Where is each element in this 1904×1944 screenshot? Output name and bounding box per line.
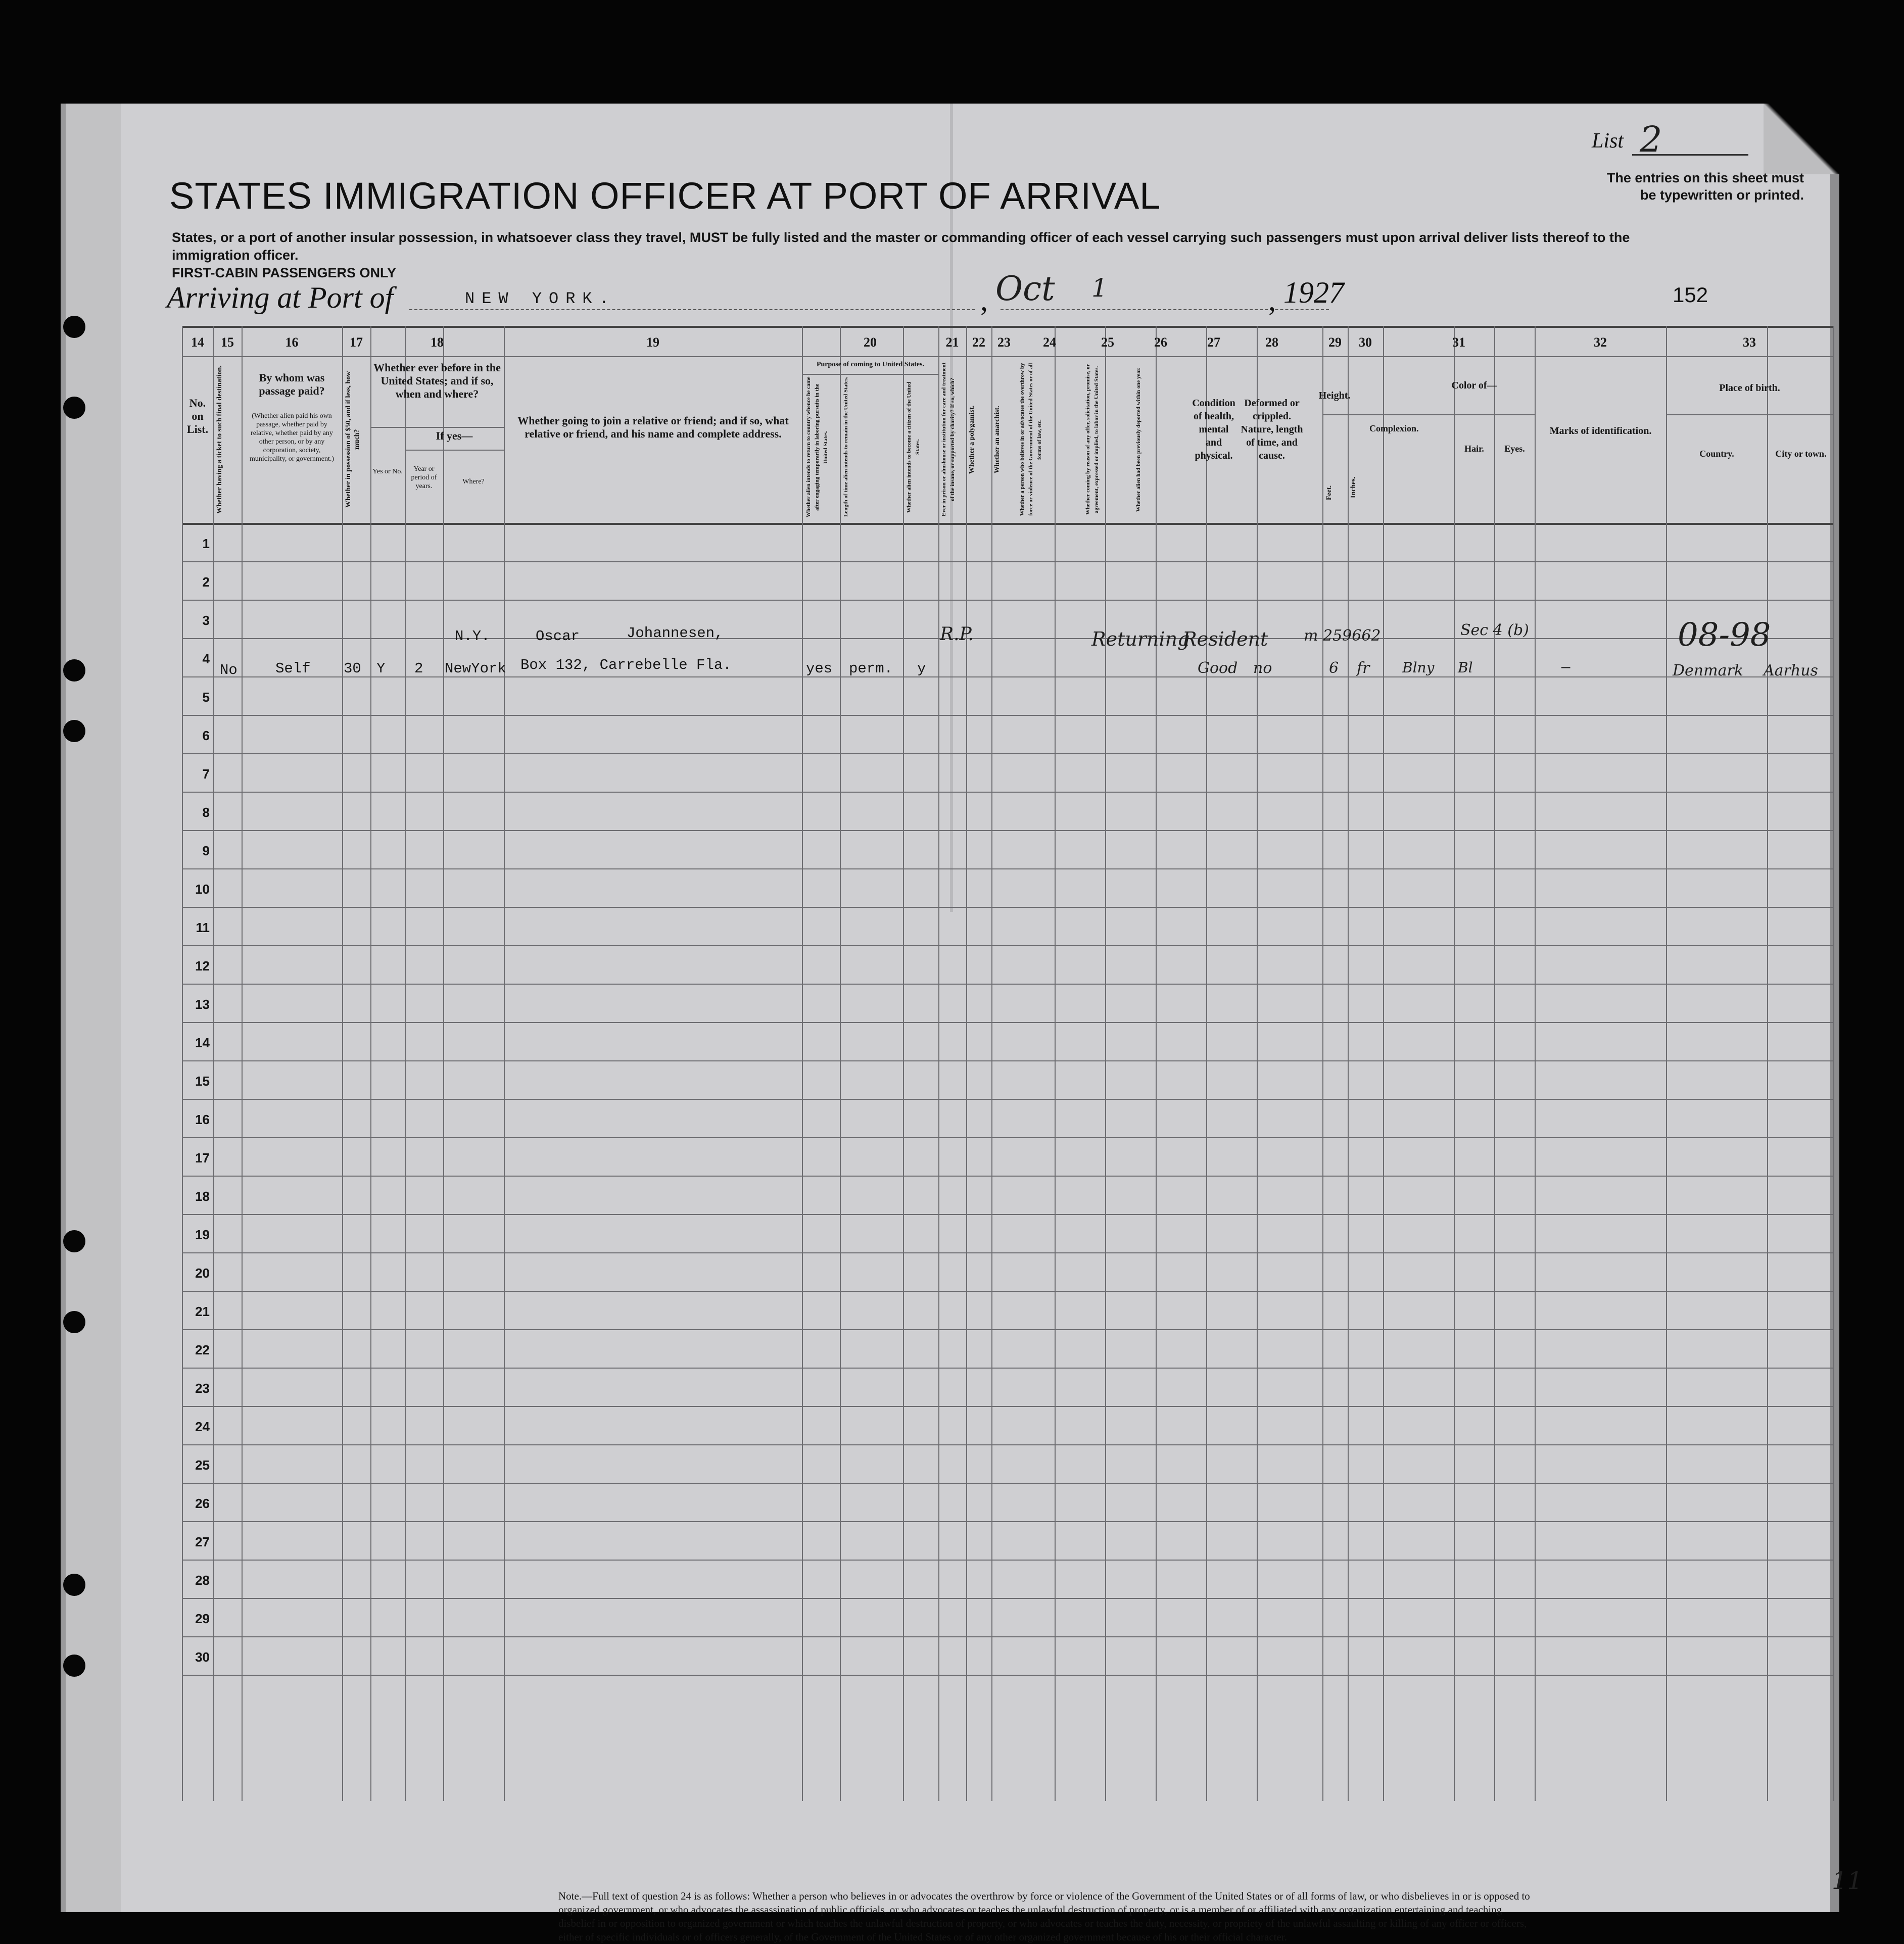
entry-resident: Resident bbox=[1182, 628, 1268, 650]
header-inches: Inches. bbox=[1350, 476, 1357, 499]
col-line bbox=[966, 326, 967, 1801]
col-line bbox=[443, 326, 444, 1801]
subheader-rule bbox=[802, 374, 938, 375]
row-number: 30 bbox=[195, 1649, 210, 1665]
col-number: 28 bbox=[1265, 335, 1278, 350]
entry-feet: 6 bbox=[1329, 659, 1339, 677]
header-prison: Ever in prison or almshouse or institution for care and treatment of the insane, or supported by charity? If so, which? bbox=[941, 362, 956, 517]
header-feet: Feet. bbox=[1325, 485, 1333, 500]
row-number: 10 bbox=[195, 882, 210, 897]
row-rule bbox=[182, 984, 1834, 985]
port-value: NEW YORK. bbox=[465, 289, 616, 308]
date-month: Oct bbox=[995, 269, 1055, 308]
year: 1927 bbox=[1283, 276, 1344, 309]
col-number: 19 bbox=[646, 335, 659, 350]
col-number: 27 bbox=[1207, 335, 1220, 350]
row-number: 21 bbox=[195, 1304, 210, 1319]
binder-hole bbox=[63, 720, 85, 742]
header-polygamist: Whether a polygamist. bbox=[968, 405, 976, 474]
header-marks: Marks of identification. bbox=[1549, 425, 1652, 436]
entry-hair: Blny bbox=[1402, 659, 1435, 676]
row-number: 15 bbox=[195, 1074, 210, 1089]
entry-country: Denmark bbox=[1673, 662, 1743, 679]
entry-marks: — bbox=[1561, 659, 1570, 676]
subheader-rule bbox=[405, 450, 504, 451]
row-number: 9 bbox=[202, 843, 210, 858]
row-number: 27 bbox=[195, 1534, 210, 1549]
entry-where-top: N.Y. bbox=[455, 628, 490, 645]
list-number: 2 bbox=[1640, 119, 1662, 160]
col-number: 24 bbox=[1043, 335, 1056, 350]
entry-health: Good bbox=[1198, 659, 1238, 677]
entry-deformed: no bbox=[1253, 659, 1272, 677]
col-line bbox=[1206, 326, 1207, 1801]
row-rule bbox=[182, 753, 1834, 754]
entry-citizen: y bbox=[917, 660, 926, 677]
entry-file-number: m 259662 bbox=[1304, 627, 1381, 645]
left-binding-stub bbox=[66, 104, 121, 1912]
header-join-relative: Whether going to join a relative or friend; and if so, what relative or friend, and his name and complete address. bbox=[517, 414, 789, 440]
col-line bbox=[1055, 326, 1056, 1801]
entry-complexion: fr bbox=[1357, 659, 1370, 677]
col-line bbox=[1767, 326, 1768, 1801]
entry-paid-by: Self bbox=[275, 660, 311, 677]
row-number: 29 bbox=[195, 1611, 210, 1626]
port-underline bbox=[409, 309, 975, 310]
col-line bbox=[370, 326, 371, 1801]
row-rule bbox=[182, 1329, 1834, 1330]
header-purpose: Purpose of coming to United States. bbox=[816, 361, 925, 368]
row-rule bbox=[182, 1022, 1834, 1023]
row-rule bbox=[182, 676, 1834, 677]
row-rule bbox=[182, 830, 1834, 831]
subheader-rule bbox=[1383, 414, 1535, 415]
row-number: 13 bbox=[195, 997, 210, 1012]
row-number: 14 bbox=[195, 1035, 210, 1050]
col-number: 18 bbox=[431, 335, 444, 350]
row-number: 18 bbox=[195, 1189, 210, 1204]
row-rule bbox=[182, 1598, 1834, 1599]
row-number: 23 bbox=[195, 1381, 210, 1396]
manifest-sheet bbox=[61, 104, 1863, 1943]
table-rule bbox=[182, 356, 1834, 357]
row-rule bbox=[182, 1368, 1834, 1369]
row-number: 25 bbox=[195, 1457, 210, 1473]
col-line bbox=[342, 326, 343, 1801]
header-eyes: Eyes. bbox=[1504, 444, 1525, 454]
col-line bbox=[1383, 326, 1384, 1801]
row-number: 22 bbox=[195, 1342, 210, 1357]
header-complexion: Complexion. bbox=[1369, 423, 1419, 433]
header-labor-offer: Whether coming by reason of any offer, solicitation, promise, or agreement, expressed or implied, to labor in the United States. bbox=[1085, 364, 1100, 515]
subheader-rule bbox=[1666, 414, 1833, 415]
row-number: 17 bbox=[195, 1150, 210, 1165]
table-top-rule bbox=[182, 326, 1834, 328]
entry-length-stay: perm. bbox=[849, 660, 893, 677]
col-number: 15 bbox=[221, 335, 234, 350]
entry-returning: Returning bbox=[1091, 628, 1190, 650]
col-line bbox=[405, 326, 406, 1801]
entry-annotation: 08-98 bbox=[1678, 616, 1771, 654]
entries-note-line: be typewritten or printed. bbox=[1640, 187, 1804, 203]
row-rule bbox=[182, 1252, 1834, 1253]
row-rule bbox=[182, 792, 1834, 793]
entry-return-intent: yes bbox=[806, 660, 833, 677]
row-rule bbox=[182, 907, 1834, 908]
row-number: 2 bbox=[202, 574, 210, 590]
entry-ticket: No bbox=[220, 662, 237, 678]
col-line bbox=[991, 326, 992, 1801]
date-underline bbox=[1001, 309, 1329, 310]
list-label: List bbox=[1592, 129, 1624, 153]
header-anarchist: Whether an anarchist. bbox=[993, 406, 1001, 473]
header-no-on-list: No. on List. bbox=[186, 397, 209, 435]
subheader-rule bbox=[370, 427, 504, 428]
row-rule bbox=[182, 1291, 1834, 1292]
instruction-line: States, or a port of another insular possession, in whatsoever class they travel, MUST be fully listed and the master or commanding officer of each vessel carrying such passengers must upon arrival deliver lists thereof to the immigration officer. bbox=[172, 230, 1630, 263]
row-rule bbox=[182, 1060, 1834, 1061]
col-line bbox=[213, 326, 214, 1801]
cabin-class-line: FIRST-CABIN PASSENGERS ONLY bbox=[172, 265, 397, 280]
col-line bbox=[1454, 326, 1455, 1801]
header-ticket: Whether having a ticket to such final destination. bbox=[216, 365, 223, 514]
col-number: 20 bbox=[864, 335, 877, 350]
col-line bbox=[1535, 326, 1536, 1801]
col-number: 30 bbox=[1359, 335, 1372, 350]
header-yes-no: Yes or No. bbox=[372, 468, 403, 475]
header-deformed: Deformed or crippled. Nature, length of time, and cause. bbox=[1241, 398, 1303, 461]
manifest-table bbox=[182, 326, 1834, 1801]
row-number: 1 bbox=[202, 536, 210, 551]
entry-prison-note: R.P. bbox=[940, 624, 974, 645]
binder-hole bbox=[63, 1311, 85, 1333]
col-line bbox=[1156, 326, 1157, 1801]
col-line bbox=[1666, 326, 1667, 1801]
row-rule bbox=[182, 1137, 1834, 1138]
binder-hole bbox=[63, 316, 85, 338]
row-rule bbox=[182, 1560, 1834, 1561]
col-line bbox=[1257, 326, 1258, 1801]
entry-eyes: Bl bbox=[1458, 659, 1473, 676]
row-rule bbox=[182, 1176, 1834, 1177]
binder-hole bbox=[63, 1655, 85, 1677]
header-city: City or town. bbox=[1775, 449, 1827, 459]
col-number: 26 bbox=[1154, 335, 1167, 350]
entry-years: 2 bbox=[414, 660, 423, 677]
header-deported: Whether alien had been previously deported within one year. bbox=[1135, 367, 1141, 512]
comma: , bbox=[980, 283, 988, 317]
footnote: Note.—Full text of question 24 is as follows: Whether a person who believes in or advocates the overthrow by force or violence of the Government of the United States or of all forms of law, or who disbelieves in or is opposed to organized government, or who advocates the assassination of public officials, or who advocates or teaches the unlawful destruction of property, or is a member of or affiliated with any organization entertaining and teaching disbelief in or opposition to organized government or which teaches the unlawful destruction of property, or who advocates or teaches the duty, necessity, or propriety of the unlawful assaulting or killing of any officer or officers, either of specific individuals or of officers generally, of the Government of the United States or of any other organized government because of his or their official character. bbox=[558, 1890, 1530, 1943]
header-height: Height. bbox=[1318, 390, 1351, 401]
bottom-mark: 11 bbox=[1832, 1867, 1863, 1895]
header-return-intent: Whether alien intends to return to country whence he came after engaging temporarily in laboring pursuits in the United States. bbox=[805, 376, 829, 518]
subheader-rule bbox=[1322, 414, 1383, 415]
entry-join-name-b: Johannesen, bbox=[627, 625, 724, 642]
row-rule bbox=[182, 1483, 1834, 1484]
col-number: 23 bbox=[997, 335, 1011, 350]
torn-corner bbox=[1764, 104, 1839, 174]
header-overthrow: Whether a person who believes in or advocates the overthrow by force or violence of the Government of the United States or of all forms of law, etc. bbox=[1019, 363, 1042, 516]
row-rule bbox=[182, 1675, 1834, 1676]
col-line bbox=[802, 326, 803, 1801]
header-place-birth: Place of birth. bbox=[1719, 382, 1780, 394]
row-rule bbox=[182, 868, 1834, 869]
col-line bbox=[504, 326, 505, 1801]
row-number: 7 bbox=[202, 766, 210, 782]
page-number: 152 bbox=[1673, 283, 1708, 307]
row-number: 8 bbox=[202, 805, 210, 820]
entry-section-note: Sec 4 (b) bbox=[1460, 621, 1529, 639]
comma: , bbox=[1268, 283, 1276, 317]
binder-hole bbox=[63, 1574, 85, 1596]
row-number: 5 bbox=[202, 690, 210, 705]
entry-city: Aarhus bbox=[1764, 662, 1818, 679]
entry-before-us: Y bbox=[376, 660, 386, 677]
row-number: 4 bbox=[202, 651, 210, 666]
binder-hole bbox=[63, 397, 85, 419]
col-number: 22 bbox=[972, 335, 985, 350]
col-number: 17 bbox=[350, 335, 363, 350]
header-hair: Hair. bbox=[1464, 444, 1484, 454]
col-number: 14 bbox=[191, 335, 204, 350]
entry-join-address: Box 132, Carrebelle Fla. bbox=[520, 657, 732, 673]
row-number: 16 bbox=[195, 1112, 210, 1127]
entry-money: 30 bbox=[344, 660, 361, 677]
row-rule bbox=[182, 1521, 1834, 1522]
col-line bbox=[1833, 326, 1834, 1801]
col-line bbox=[1494, 326, 1495, 1801]
col-number: 25 bbox=[1101, 335, 1114, 350]
row-number: 26 bbox=[195, 1496, 210, 1511]
binder-hole bbox=[63, 659, 85, 682]
row-rule bbox=[182, 1444, 1834, 1445]
entries-note bbox=[1541, 169, 1804, 204]
header-money: Whether in possession of $50, and if less, how much? bbox=[345, 371, 361, 508]
row-rule bbox=[182, 1099, 1834, 1100]
header-citizen: Whether alien intends to become a citizen of the United States. bbox=[906, 381, 921, 513]
header-country: Country. bbox=[1699, 449, 1734, 459]
header-bottom-rule bbox=[182, 523, 1834, 525]
col-number: 32 bbox=[1594, 335, 1607, 350]
col-line bbox=[1105, 326, 1106, 1801]
date-day: 1 bbox=[1091, 273, 1108, 303]
row-rule bbox=[182, 945, 1834, 946]
header-health: Condition of health, mental and physical. bbox=[1192, 398, 1235, 461]
row-rule bbox=[182, 715, 1834, 716]
form-title: STATES IMMIGRATION OFFICER AT PORT OF ARRIVAL bbox=[169, 175, 1161, 217]
col-number: 21 bbox=[945, 335, 959, 350]
col-number: 29 bbox=[1328, 335, 1342, 350]
row-number: 19 bbox=[195, 1227, 210, 1242]
col-line bbox=[242, 326, 243, 1801]
col-number: 33 bbox=[1743, 335, 1756, 350]
row-number: 28 bbox=[195, 1573, 210, 1588]
col-line bbox=[903, 326, 904, 1801]
col-line bbox=[182, 326, 183, 1801]
row-number: 11 bbox=[196, 920, 210, 935]
port-label: Arriving at Port of bbox=[167, 281, 394, 314]
header-if-yes: If yes— bbox=[436, 429, 473, 442]
col-line bbox=[938, 326, 939, 1801]
col-number: 31 bbox=[1452, 335, 1465, 350]
header-where: Where? bbox=[462, 478, 485, 485]
row-rule bbox=[182, 561, 1834, 562]
header-length-stay: Length of time alien intends to remain in the United States. bbox=[843, 377, 849, 517]
row-number: 20 bbox=[195, 1266, 210, 1281]
col-number: 16 bbox=[285, 335, 299, 350]
row-rule bbox=[182, 1214, 1834, 1215]
row-rule bbox=[182, 1636, 1834, 1637]
header-before-us: Whether ever before in the United States; and if so, when and where? bbox=[373, 361, 501, 400]
row-rule bbox=[182, 638, 1834, 639]
header-passage-paid: By whom was passage paid? bbox=[259, 371, 325, 397]
row-number: 3 bbox=[202, 613, 210, 628]
entry-join-name-a: Oscar bbox=[536, 628, 580, 645]
binder-hole bbox=[63, 1230, 85, 1252]
entry-where: NewYork bbox=[445, 660, 506, 677]
header-passage-note: (Whether alien paid his own passage, whether paid by relative, whether paid by any other person, or by any corporation, society, municipality, or government.) bbox=[249, 412, 335, 463]
row-number: 24 bbox=[195, 1419, 210, 1434]
row-number: 6 bbox=[202, 728, 210, 743]
col-line bbox=[1322, 326, 1323, 1801]
col-line bbox=[1348, 326, 1349, 1801]
row-rule bbox=[182, 1406, 1834, 1407]
form-instructions bbox=[172, 229, 1688, 282]
entries-note-line: The entries on this sheet must bbox=[1606, 170, 1804, 185]
row-rule bbox=[182, 600, 1834, 601]
header-years: Year or period of years. bbox=[411, 465, 437, 490]
row-number: 12 bbox=[195, 958, 210, 974]
col-line bbox=[840, 326, 841, 1801]
header-color: Color of— bbox=[1451, 380, 1497, 391]
